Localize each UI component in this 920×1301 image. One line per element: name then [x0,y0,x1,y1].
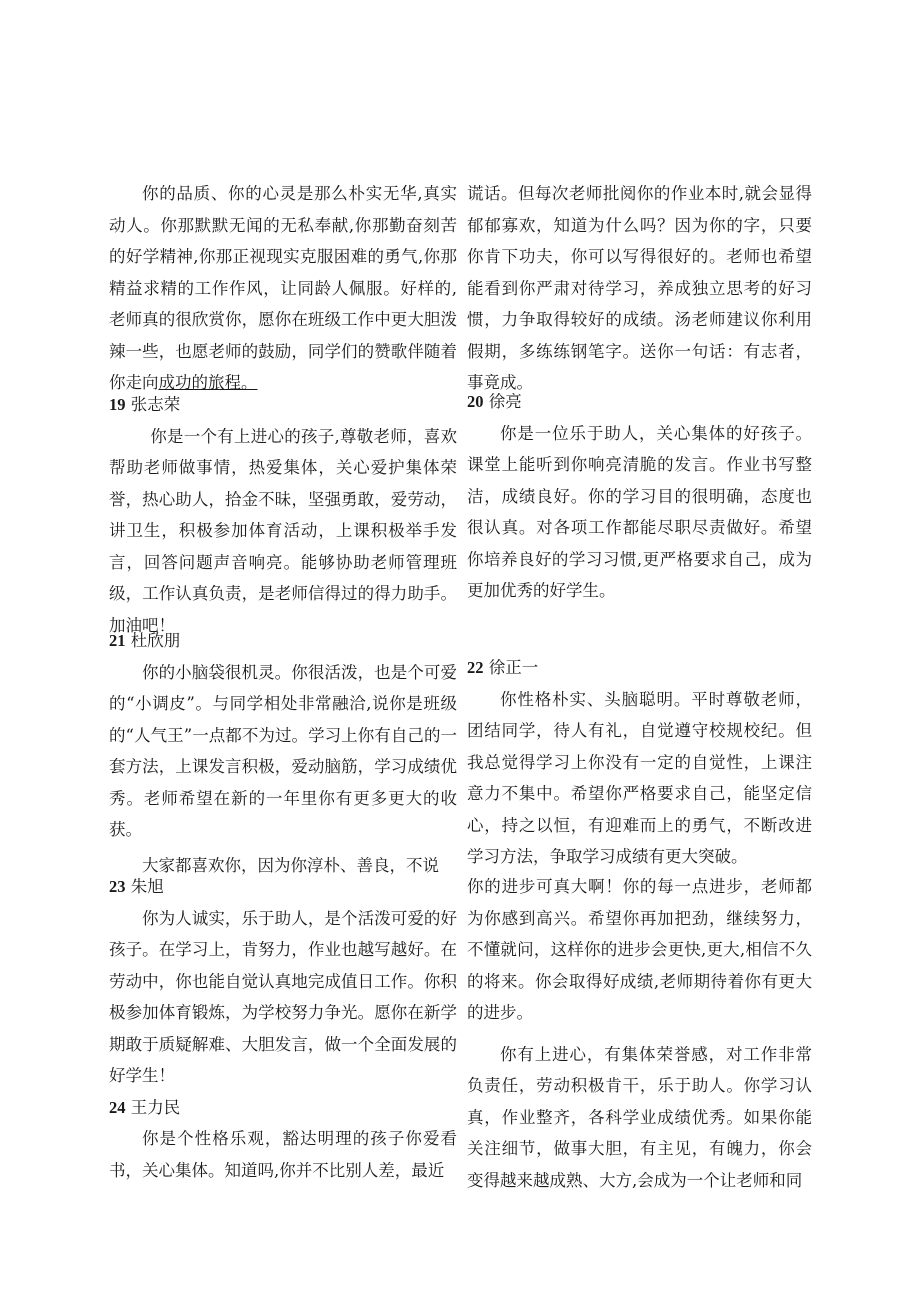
comment-paragraph: 你是个性格乐观，豁达明理的孩子你爱看书，关心集体。知道吗,你并不比别人差，最近 [109,1129,457,1180]
student-heading [467,386,812,418]
student-21-section [109,625,457,881]
comment-paragraph: 大家都喜欢你，因为你淳朴、善良，不说 [142,855,439,875]
comment-text: 你的品质、你的心灵是那么朴实无华,真实动人。你那默默无闻的无私奉献,你那勤奋刻苦的好学精神,你那正视现实克服困难的勇气,你那精益求精的工作作风，让同龄人佩服。好样的,老师真的很欣赏你，愿你在班级工作中更大胆泼辣一些，也愿老师的鼓励，同学们的赞歌伴随着你走向 [109,184,457,392]
student-heading [109,1092,457,1124]
comment-paragraph [109,178,457,399]
student-22-section [467,652,812,873]
comment-block-1-right [467,178,812,399]
comment-paragraph: 你是一个有上进心的孩子,尊敬老师，喜欢帮助老师做事情，热爱集体，关心爱护集体荣誉，热心助人，拾金不昧，坚强勇敢，爱劳动，讲卫生，积极参加体育活动，上课积极举手发言，回答问题声音响亮。能够协助老师管理班级，工作认真负责，是老师信得过的得力助手。加油吧！ [109,426,457,635]
comment-paragraph: 你性格朴实、头脑聪明。平时尊敬老师，团结同学，待人有礼，自觉遵守校规校纪。但我总觉得学习上你没有一定的自觉性，上课注意力不集中。希望你严格要求自己，能坚定信心，持之以恒，有迎难而上的勇气，不断改进学习方法，争取学习成绩有更大突破。 [467,689,812,866]
student-name: 朱旭 [130,877,164,896]
comment-paragraph: 你有上进心，有集体荣誉感，对工作非常负责任，劳动积极肯干，乐于助人。你学习认真，作业整齐，各科学业成绩优秀。如果你能关注细节，做事大胆，有主见，有魄力，你会变得越来越成熟、大方,会成为一个让老师和同 [467,1044,812,1190]
student-heading [109,389,457,421]
student-23-24-section [109,871,457,1186]
student-heading [109,871,457,903]
comment-paragraph: 你是一位乐于助人，关心集体的好孩子。课堂上能听到你响亮清脆的发言。作业书写整洁，成绩良好。你的学习目的很明确，态度也很认真。对各项工作都能尽职尽责做好。希望你培养良好的学习习惯,更严格要求自己，成为更加优秀的好学生。 [467,423,812,600]
student-20-section [467,386,812,607]
comment-paragraph: 你的进步可真大啊！你的每一点进步，老师都为你感到高兴。希望你再加把劲，继续努力，不懂就问，这样你的进步会更快,更大,相信不久的将来。你会取得好成绩,老师期待着你有更大的进步。 [467,877,812,1022]
student-number: 19 [109,395,126,414]
student-number: 23 [109,877,126,896]
student-name: 王力民 [130,1097,181,1117]
student-name: 徐亮 [488,392,522,411]
student-number: 20 [467,392,484,411]
student-name: 徐正一 [488,658,539,677]
comment-block-1-left [109,178,457,399]
underlined-text: 成功的旅程。 [158,373,258,392]
student-name: 杜欣朋 [130,631,181,650]
student-heading [467,652,812,684]
comment-paragraph: 你的小脑袋很机灵。你很活泼，也是个可爱的“小调皮”。与同学相处非常融洽,说你是班级的“人气王”一点都不为过。学习上你有自己的一套方法，上课发言积极，爱动脑筋，学习成绩优秀。老师希望在新的一年里你有更多更大的收获。 [109,662,457,839]
comment-paragraph: 谎话。但每次老师批阅你的作业本时,就会显得郁郁寡欢，知道为什么吗？因为你的字，只要你肯下功夫，你可以写得很好的。老师也希望能看到你严肃对待学习，养成独立思考的好习惯，力争取得较好的成绩。汤老师建议你利用假期，多练练钢笔字。送你一句话：有志者，事竟成。 [467,184,812,392]
comment-paragraph: 你为人诚实，乐于助人，是个活泼可爱的好孩子。在学习上，肯努力，作业也越写越好。在劳动中，你也能自觉认真地完成值日工作。你积极参加体育锻炼，为学校努力争光。愿你在新学期敢于质疑解难、大胆发言，做一个全面发展的好学生！ [109,908,457,1085]
comment-block-4-right [467,871,812,1196]
student-number: 22 [467,658,484,677]
student-19-section [109,389,457,641]
student-number: 24 [109,1097,126,1117]
student-heading [109,625,457,657]
student-number: 21 [109,631,126,650]
student-name: 张志荣 [130,395,181,414]
